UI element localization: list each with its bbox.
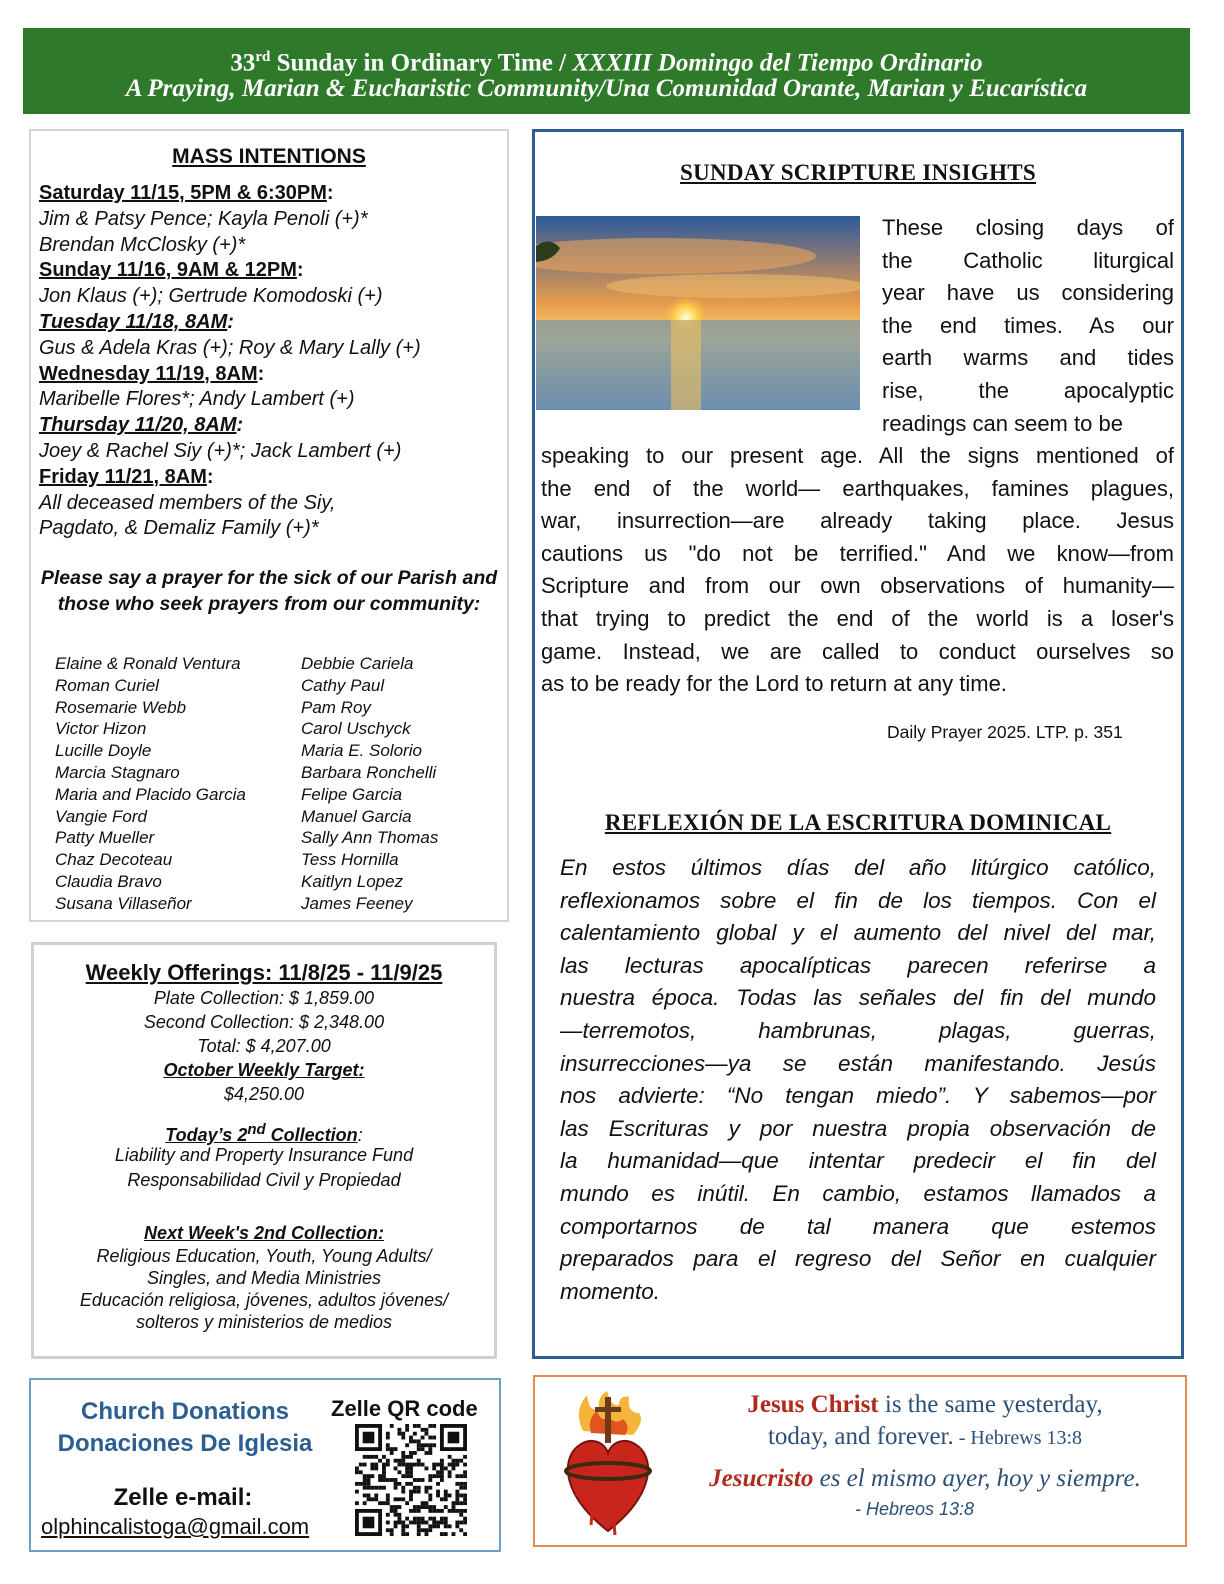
scripture-es-line: nos advierte: “No tengan miedo”. Y sabemos—por (560, 1083, 1156, 1109)
scripture-en-line: the end times. As our (882, 312, 1174, 338)
todays-collection-es: Responsabilidad Civil y Propiedad (127, 1170, 401, 1190)
scripture-en-line: the end of the world— earthquakes, famines plagues, (541, 475, 1174, 501)
scripture-es-line: las Escrituras y por nuestra propia observación de (560, 1115, 1156, 1141)
sick-person-name: Sally Ann Thomas (301, 828, 439, 848)
next-collection-2: Singles, and Media Ministries (146, 1268, 382, 1288)
plate-collection: Plate Collection: $ 1,859.00 (153, 988, 375, 1008)
mass-day-row (39, 413, 499, 439)
scripture-en-line: earth warms and tides (882, 345, 1174, 371)
scripture-en-line: the Catholic liturgical (882, 247, 1174, 273)
scripture-es-line: nuestra época. Todas las señales del fin del mundo (560, 985, 1156, 1011)
todays-label-sup: nd (247, 1121, 266, 1138)
zelle-email-link[interactable]: olphincalistoga@gmail.com (41, 1514, 310, 1539)
mass-intention-names: Gus & Adela Kras (+); Roy & Mary Lally (+) (39, 336, 421, 359)
scripture-en-line: These closing days of (882, 215, 1174, 240)
mass-intention-names: Maribelle Flores*; Andy Lambert (+) (39, 388, 355, 411)
mass-intentions-title: MASS INTENTIONS (172, 145, 366, 168)
zelle-qr-code[interactable] (355, 1424, 467, 1536)
sick-person-name: Marcia Stagnaro (55, 762, 180, 782)
sick-person-name: Felipe Garcia (301, 784, 403, 804)
quote-en-name: Jesus Christ (747, 1391, 879, 1418)
scripture-en-line: readings can seem to be (882, 410, 1123, 436)
scripture-insights-box (532, 129, 1184, 1359)
todays-collection-en: Liability and Property Insurance Fund (114, 1145, 414, 1165)
scripture-en-line: cautions us "do not be terrified." And we know—from (541, 540, 1174, 566)
scripture-title-en: SUNDAY SCRIPTURE INSIGHTS (679, 160, 1036, 185)
scripture-text-en (541, 440, 1174, 701)
scripture-en-line: year have us considering (882, 280, 1174, 306)
mass-intention-names: Jon Klaus (+); Gertrude Komodoski (+) (39, 285, 383, 308)
scripture-es-line: las lecturas apocalípticas parecen referirse a (560, 952, 1156, 978)
sick-list-column-1 (55, 653, 246, 915)
sick-person-name: Victor Hizon (55, 719, 147, 739)
scripture-en-line: as to be ready for the Lord to return at any time. (541, 671, 1007, 697)
sick-person-name: Kaitlyn Lopez (301, 871, 404, 891)
next-collection-label: Next Week's 2nd Collection: (143, 1223, 384, 1243)
scripture-en-line: game. Instead, we are called to conduct ourselves so (541, 638, 1174, 664)
target-value: $4,250.00 (223, 1084, 305, 1104)
header-english-title: Sunday in Ordinary Time / (270, 49, 573, 77)
mass-day: Tuesday 11/18, 8AM (39, 310, 228, 333)
scripture-title-es: REFLEXIÓN DE LA ESCRITURA DOMINICAL (604, 810, 1112, 835)
mass-intentions-list (39, 181, 499, 542)
quote-spanish (675, 1465, 1175, 1493)
sick-person-name: Vangie Ford (55, 806, 147, 826)
mass-day: Thursday 11/20, 8AM (39, 414, 237, 437)
mass-day-row (39, 258, 499, 284)
sick-person-name: Pam Roy (301, 697, 371, 717)
quote-english (675, 1389, 1175, 1454)
header-banner (23, 28, 1190, 114)
target-label: October Weekly Target: (163, 1060, 365, 1080)
scripture-es-line: comportarnos de tal manera que estemos (560, 1213, 1156, 1239)
scripture-es-line: calentamiento global y el aumento del nivel del mar, (560, 920, 1156, 946)
scripture-citation: Daily Prayer 2025. LTP. p. 351 (887, 722, 1123, 742)
sick-person-name: Debbie Cariela (301, 654, 414, 673)
scripture-quote-box (533, 1375, 1187, 1547)
mass-intention-names: Brendan McClosky (+)* (39, 233, 246, 256)
scripture-es-line: mundo es inútil. En cambio, estamos llamados a (560, 1180, 1156, 1206)
mass-day: Friday 11/21, 8AM (39, 465, 207, 488)
mass-intentions-box (29, 129, 509, 922)
mass-day-colon: : (296, 259, 304, 282)
scripture-en-line: Scripture and from our own observations of humanity— (541, 573, 1174, 599)
scripture-es-line: momento. (560, 1278, 661, 1304)
scripture-en-line: rise, the apocalyptic (882, 377, 1174, 403)
sick-person-name: Elaine & Ronald Ventura (55, 654, 241, 673)
mass-day: Sunday 11/16, 9AM & 12PM (39, 259, 297, 282)
total-collection: Total: $ 4,207.00 (197, 1036, 331, 1056)
mass-intention-names: Joey & Rachel Siy (+)*; Jack Lambert (+) (39, 439, 402, 462)
next-collection-3: Educación religiosa, jóvenes, adultos jóvenes/ (79, 1290, 449, 1310)
ordinal-number: 33 (230, 49, 256, 77)
scripture-es-line: —terremotos, hambrunas, plagas, guerras, (560, 1017, 1156, 1043)
quote-es-text: es el mismo ayer, hoy y siempre. (813, 1465, 1141, 1492)
donations-title-en: Church Donations (81, 1398, 289, 1425)
sick-person-name: James Feeney (301, 893, 413, 913)
todays-collection-label (34, 1118, 494, 1147)
mass-day-row (39, 362, 499, 388)
mass-intention-names: Pagdato, & Demaliz Family (+)* (39, 517, 319, 540)
mass-day-colon: : (236, 414, 244, 437)
mass-day-row (39, 181, 499, 207)
mass-intention-names: Jim & Patsy Pence; Kayla Penoli (+)* (39, 207, 368, 230)
sick-person-name: Maria E. Solorio (301, 741, 422, 761)
mass-day-colon: : (227, 310, 234, 333)
mass-day-colon: : (257, 362, 265, 385)
sick-person-name: Claudia Bravo (55, 871, 162, 891)
sick-list-column-2 (301, 653, 438, 915)
church-donations-box (29, 1378, 501, 1552)
offerings-title: Weekly Offerings: 11/8/25 - 11/9/25 (85, 960, 443, 985)
scripture-es-line: preparados para el regreso del Señor en cualquier (560, 1246, 1156, 1272)
sick-person-name: Barbara Ronchelli (301, 762, 437, 782)
sacred-heart-icon (553, 1391, 663, 1537)
todays-label-a: Today’s 2 (165, 1125, 248, 1145)
mass-day-row (39, 465, 499, 491)
mass-intention-names: All deceased members of the Siy, (39, 491, 336, 514)
prayer-request: Please say a prayer for the sick of our Parish and those who seek prayers from our community: (40, 567, 498, 615)
sick-person-name: Tess Hornilla (301, 850, 399, 870)
mass-day: Saturday 11/15, 5PM & 6:30PM (39, 182, 327, 204)
header-spanish-title: XXXIII Domingo del Tiempo Ordinario (572, 49, 983, 77)
donations-title (43, 1396, 327, 1460)
mass-day-colon: : (326, 182, 334, 204)
next-collection-1: Religious Education, Youth, Young Adults/ (96, 1246, 432, 1266)
sick-person-name: Susana Villaseñor (55, 893, 192, 913)
second-collection: Second Collection: $ 2,348.00 (143, 1012, 385, 1032)
weekly-offerings-box (31, 942, 497, 1359)
scripture-en-line: war, insurrection—are already taking place. Jesus (541, 508, 1174, 534)
scripture-text-es (560, 852, 1156, 1308)
header-line-1 (23, 42, 1190, 78)
sick-person-name: Rosemarie Webb (55, 697, 187, 717)
sick-person-name: Carol Uschyck (301, 719, 411, 739)
quote-es-name: Jesucristo (709, 1465, 814, 1492)
sick-person-name: Manuel Garcia (301, 806, 412, 826)
quote-en-part2: today, and forever. (767, 1423, 954, 1450)
header-line-2: A Praying, Marian & Eucharistic Community/Una Comunidad Orante, Marian y Eucarística (125, 75, 1088, 102)
next-collection-4: solteros y ministerios de medios (135, 1312, 393, 1332)
mass-day: Wednesday 11/19, 8AM (39, 362, 258, 385)
sick-person-name: Patty Mueller (55, 828, 155, 848)
scripture-es-line: reflexionamos sobre el fin de los tiempos. Con el (560, 887, 1156, 913)
sunset-photo (536, 216, 860, 410)
todays-label-colon: : (357, 1125, 363, 1145)
quote-en-reference: - Hebrews 13:8 (953, 1427, 1083, 1449)
sick-person-name: Lucille Doyle (55, 741, 152, 761)
zelle-email-label: Zelle e-mail: (113, 1484, 253, 1511)
qr-label: Zelle QR code (331, 1396, 478, 1421)
scripture-es-line: En estos últimos días del año litúrgico católico, (560, 855, 1156, 880)
scripture-es-line: insurrecciones—ya se están manifestando. Jesús (560, 1050, 1156, 1076)
quote-es-reference: - Hebreos 13:8 (855, 1499, 975, 1519)
todays-label-b: Collection (265, 1125, 358, 1145)
mass-day-colon: : (206, 465, 214, 488)
sick-person-name: Maria and Placido Garcia (55, 784, 246, 804)
mass-day-row (39, 310, 499, 336)
scripture-en-line: speaking to our present age. All the signs mentioned of (541, 443, 1174, 468)
scripture-en-line: that trying to predict the end of the world is a loser's (541, 605, 1174, 631)
sick-person-name: Cathy Paul (301, 675, 385, 695)
sick-person-name: Chaz Decoteau (55, 850, 173, 870)
scripture-text-en-wrap (882, 212, 1174, 440)
donations-title-es: Donaciones De Iglesia (57, 1430, 313, 1457)
scripture-es-line: la humanidad—que intentar predecir el fin del (560, 1148, 1156, 1174)
quote-en-part1: is the same yesterday, (878, 1391, 1103, 1418)
sick-person-name: Roman Curiel (55, 675, 159, 695)
ordinal-suffix: rd (255, 49, 271, 65)
